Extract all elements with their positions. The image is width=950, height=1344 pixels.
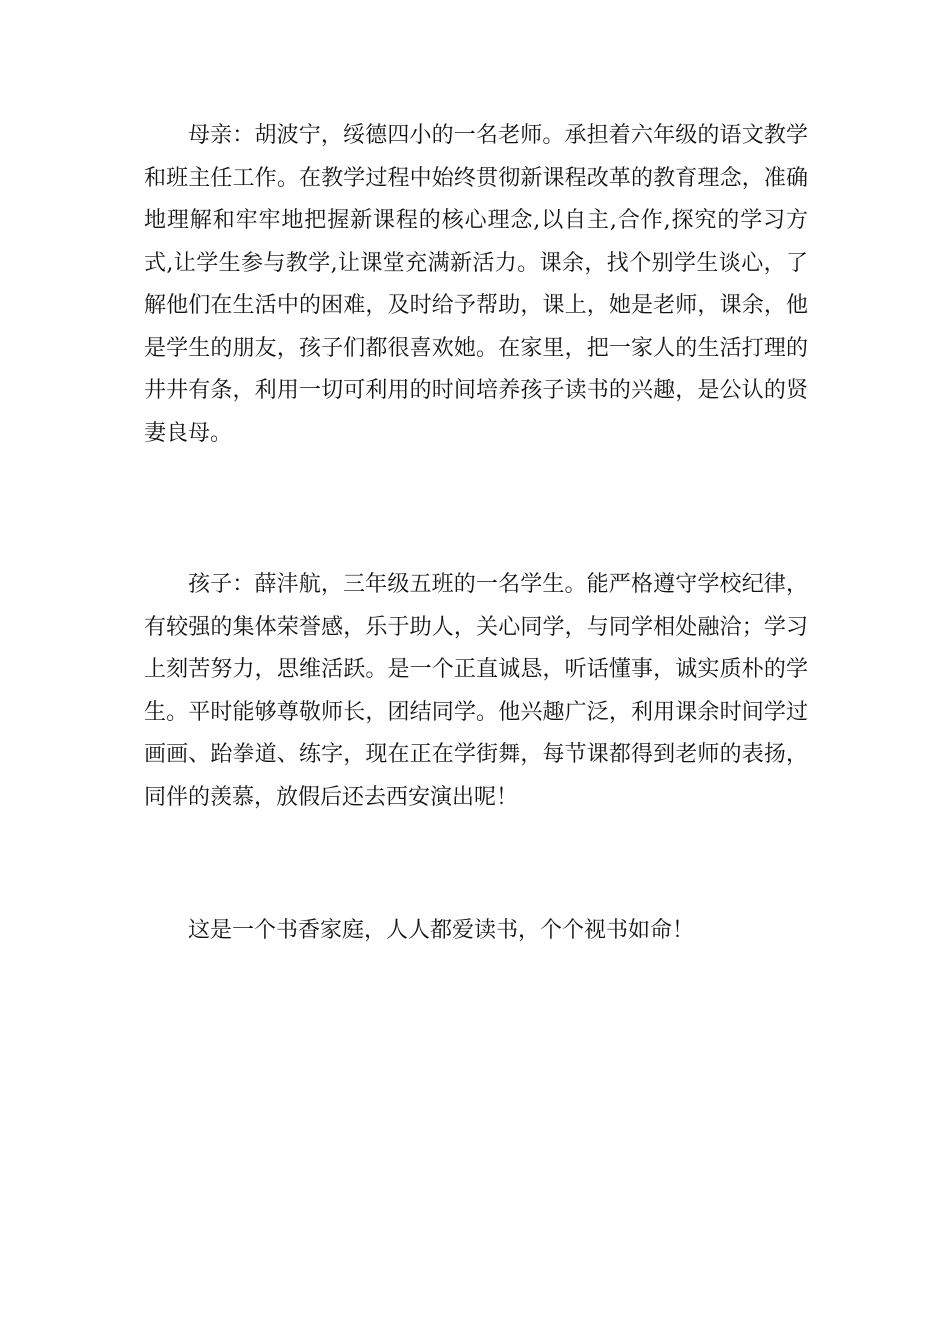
paragraph-mother: 母亲：胡波宁，绥德四小的一名老师。承担着六年级的语文教学和班主任工作。在教学过程中始终贯彻新课程改革的教育理念，准确地理解和牢牢地把握新课程的核心理念,以自主,合作,探究的学习方式,让学生参与教学,让课堂充满新活力。课余，找个别学生谈心，了解他们在生活中的困难，及时给予帮助，课上，她是老师，课余，他是学生的朋友，孩子们都很喜欢她。在家里，把一家人的生活打理的井井有条，利用一切可利用的时间培养孩子读书的兴趣，是公认的贤妻良母。 <box>144 123 808 446</box>
paragraph-family-summary: 这是一个书香家庭，人人都爱读书，个个视书如命！ <box>188 918 695 943</box>
paragraph-child: 孩子：薛沣航，三年级五班的一名学生。能严格遵守学校纪律，有较强的集体荣誉感，乐于助人，关心同学，与同学相处融洽；学习上刻苦努力，思维活跃。是一个正直诚恳，听话懂事，诚实质朴的学生。平时能够尊敬师长，团结同学。他兴趣广泛，利用课余时间学过画画、跆拳道、练字，现在正在学街舞，每节课都得到老师的表扬，同伴的羡慕，放假后还去西安演出呢！ <box>144 572 808 810</box>
